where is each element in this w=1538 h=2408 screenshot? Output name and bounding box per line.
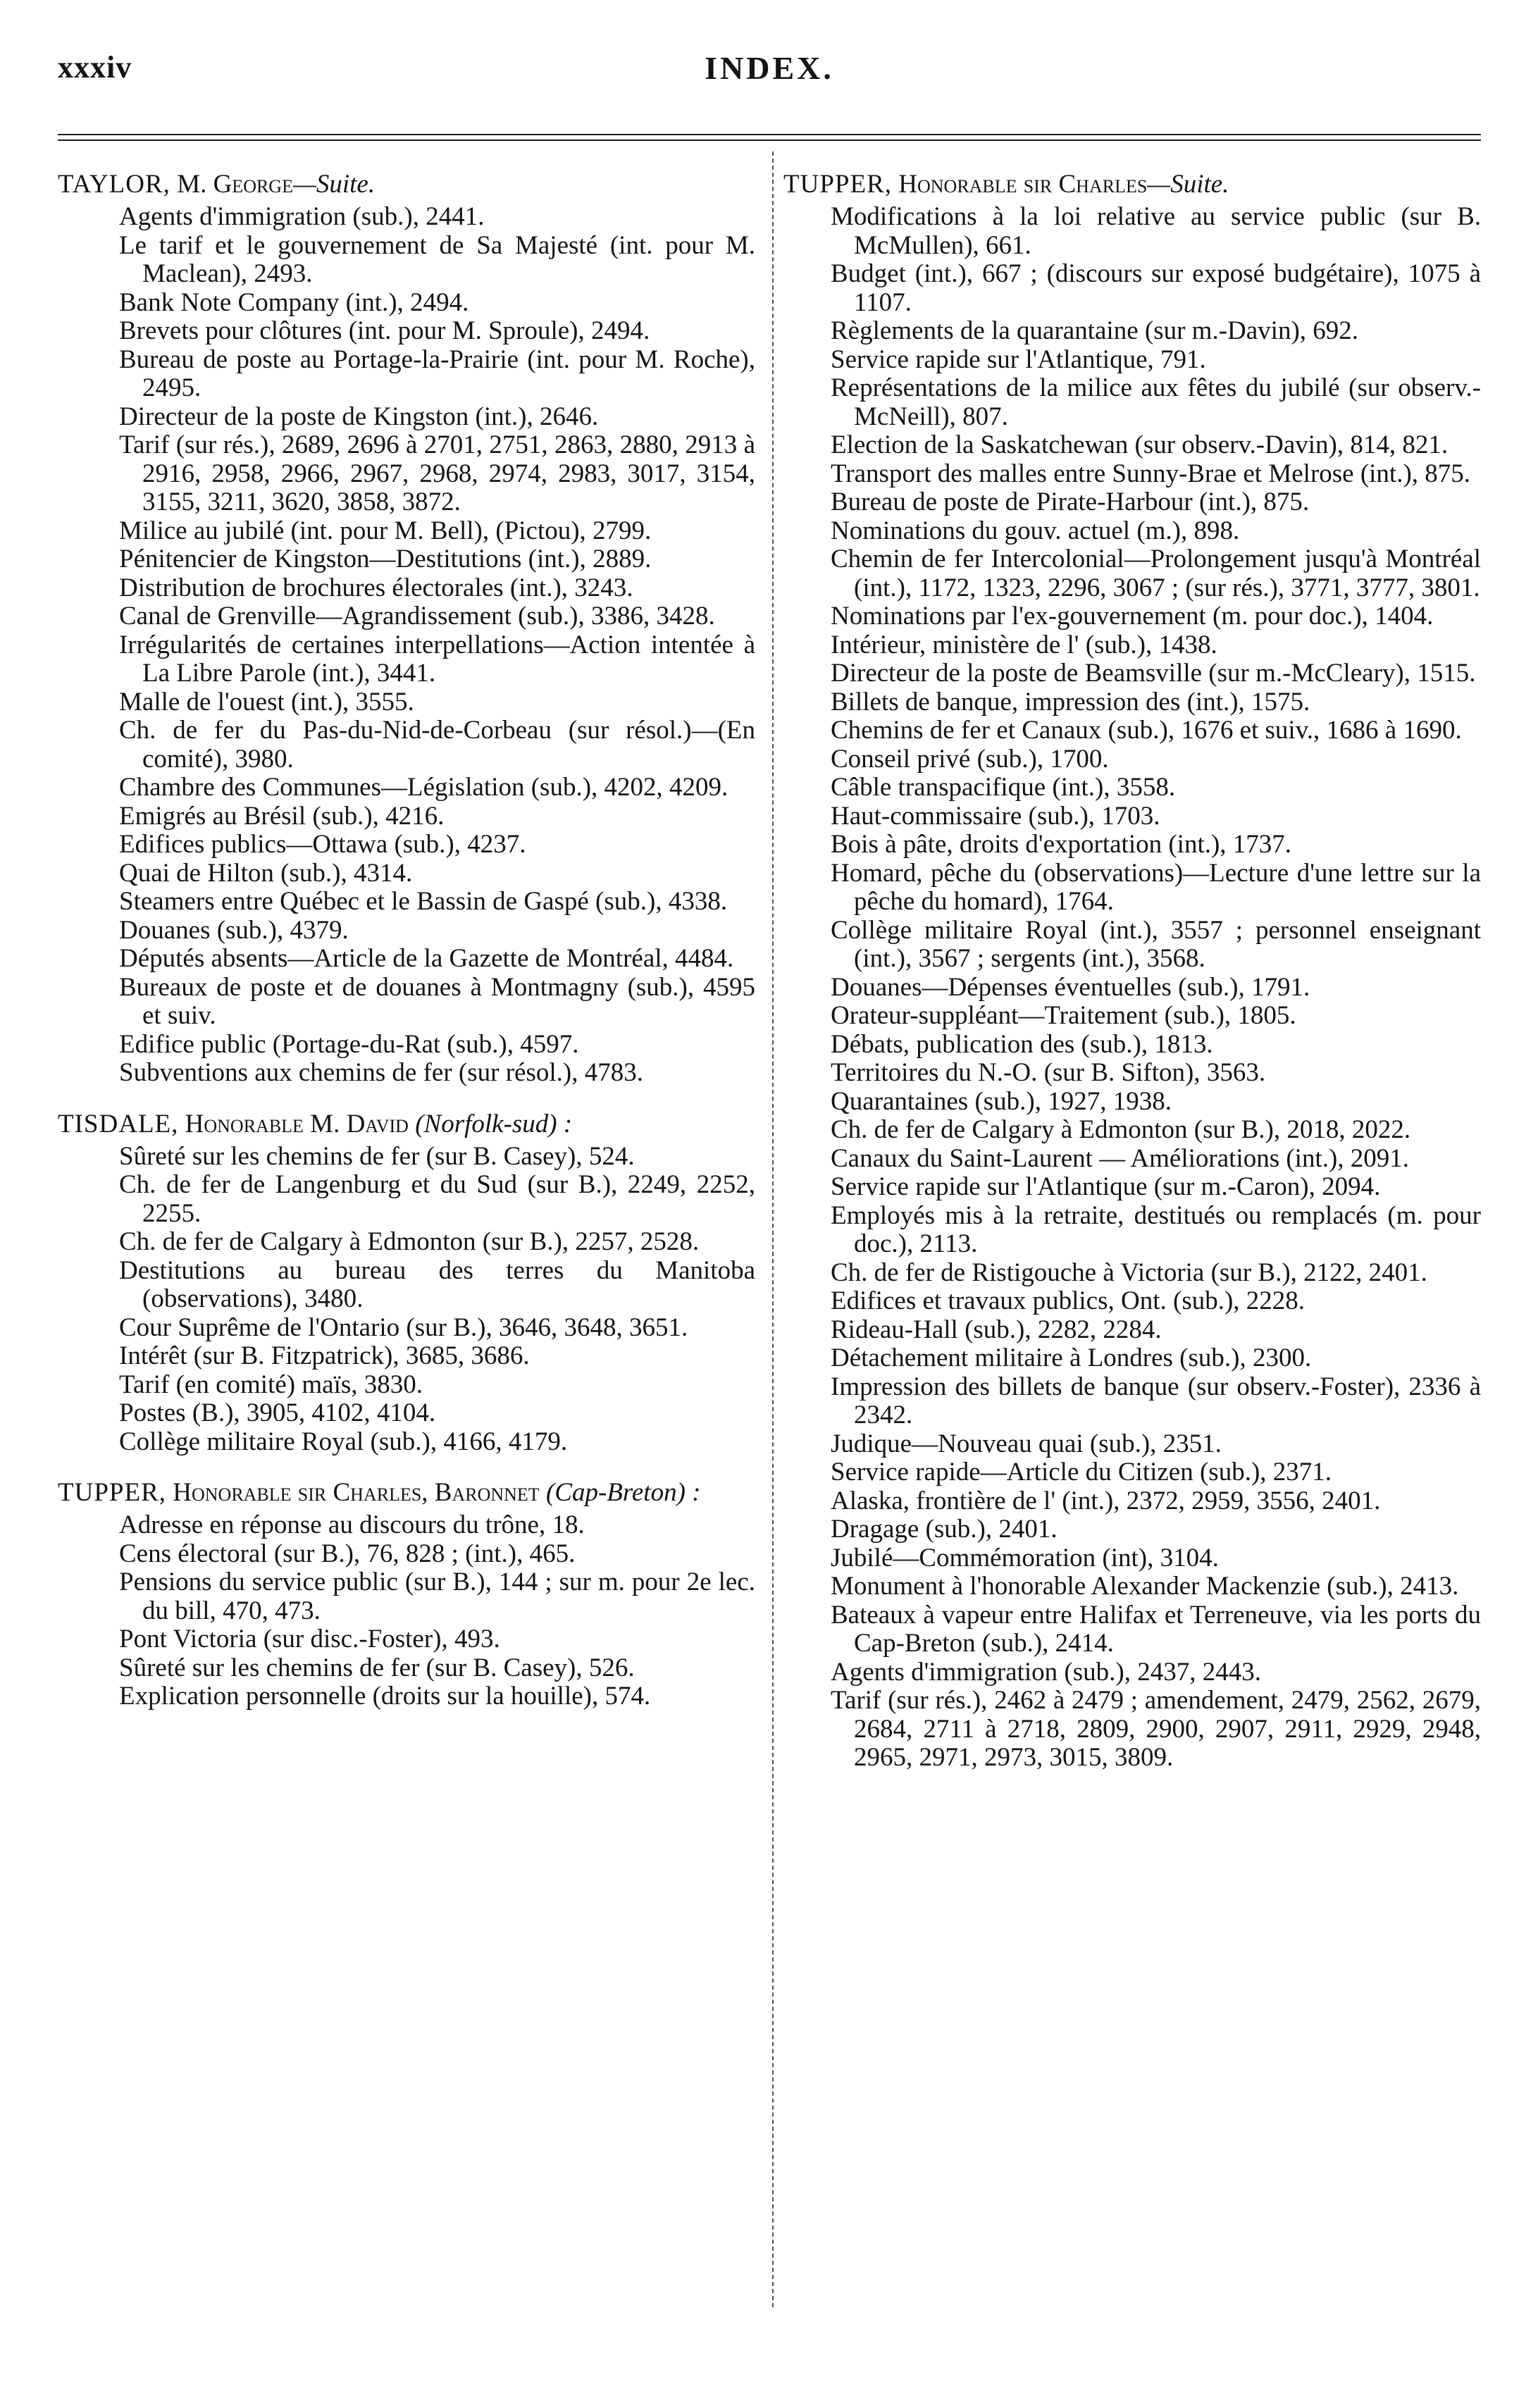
index-item: Règlements de la quarantaine (sur m.-Davin), 692. (831, 316, 1359, 345)
index-item: Collège militaire Royal (sub.), 4166, 4179. (119, 1427, 568, 1456)
index-item: Tarif (sur rés.), 2462 à 2479 ; amendement, 2479, 2562, 2679, 2684, 2711 à 2718, 2809, 2900, 2907, 2911, 2929, 2948, 2965, 2971, 2973, 3015, 3809. (831, 1686, 1481, 1772)
index-item: Edifices publics—Ottawa (sub.), 4237. (119, 830, 526, 859)
page-number: xxxiv (58, 50, 132, 85)
index-item: Quarantaines (sub.), 1927, 1938. (831, 1086, 1172, 1116)
right-column (783, 169, 1481, 1794)
index-item: Pont Victoria (sur disc.-Foster), 493. (119, 1625, 500, 1653)
index-item: Service rapide—Article du Citizen (sub.), 2371. (831, 1458, 1332, 1487)
index-item: Canaux du Saint-Laurent — Améliorations (int.), 2091. (831, 1143, 1410, 1173)
entry-surname: TAYLOR, (58, 170, 170, 199)
header-rule-top (58, 134, 1481, 135)
index-item: Transport des malles entre Sunny-Brae et Melrose (int.), 875. (831, 459, 1471, 488)
index-item: Orateur-suppléant—Traitement (sub.), 1805. (831, 1001, 1296, 1030)
page-title: INDEX. (705, 50, 834, 86)
index-item: Conseil privé (sub.), 1700. (831, 744, 1109, 774)
index-entry (783, 169, 1481, 1773)
index-item: Cour Suprême de l'Ontario (sur B.), 3646, 3648, 3651. (119, 1312, 688, 1342)
index-item: Députés absents—Article de la Gazette de Montréal, 4484. (119, 944, 734, 973)
index-item: Dragage (sub.), 2401. (831, 1515, 1058, 1544)
index-item: Malle de l'ouest (int.), 3555. (119, 687, 414, 716)
index-item: Chemin de fer Intercolonial—Prolongement jusqu'à Montréal (int.), 1172, 1323, 2296, 3067 ; (sur rés.), 3771, 3777, 3801. (831, 545, 1481, 602)
index-item: Représentations de la milice aux fêtes du jubilé (sur observ.-McNeill), 807. (831, 373, 1481, 431)
entry-suite: —Suite. (1147, 170, 1229, 199)
index-item: Pénitencier de Kingston—Destitutions (int.), 2889. (119, 545, 652, 573)
index-item: Ch. de fer de Langenburg et du Sud (sur B.), 2249, 2252, 2255. (119, 1170, 755, 1228)
entry-heading (783, 169, 1481, 200)
index-item: Agents d'immigration (sub.), 2437, 2443. (831, 1657, 1261, 1687)
entry-heading (58, 169, 755, 200)
index-item: Destitutions au bureau des terres du Manitoba (observations), 3480. (119, 1255, 755, 1313)
entry-suite: —Suite. (292, 170, 376, 199)
index-item: Agents d'immigration (sub.), 2441. (119, 202, 485, 231)
entry-surname: TUPPER, (783, 170, 893, 199)
index-item: Ch. de fer du Pas-du-Nid-de-Corbeau (sur résol.)—(En comité), 3980. (119, 716, 755, 774)
index-item: Bateaux à vapeur entre Halifax et Terreneuve, via les ports du Cap-Breton (sub.), 2414. (831, 1600, 1481, 1658)
index-item: Bureau de poste au Portage-la-Prairie (int. pour M. Roche), 2495. (119, 345, 755, 402)
index-item: Brevets pour clôtures (int. pour M. Sproule), 2494. (119, 316, 650, 345)
index-item: Emigrés au Brésil (sub.), 4216. (119, 801, 445, 831)
index-entry (58, 169, 755, 1088)
index-item: Nominations par l'ex-gouvernement (m. pour doc.), 1404. (831, 602, 1434, 631)
index-entry (58, 1477, 755, 1711)
index-item: Douanes (sub.), 4379. (119, 915, 349, 945)
index-item: Intérêt (sur B. Fitzpatrick), 3685, 3686. (119, 1341, 530, 1370)
index-item: Budget (int.), 667 ; (discours sur exposé budgétaire), 1075 à 1107. (831, 259, 1481, 317)
entry-given-name: M. George (177, 170, 293, 199)
index-item: Quai de Hilton (sub.), 4314. (119, 858, 413, 888)
index-item: Election de la Saskatchewan (sur observ.-Davin), 814, 821. (831, 430, 1449, 459)
entry-heading (58, 1477, 755, 1508)
index-item: Détachement militaire à Londres (sub.), 2300. (831, 1343, 1312, 1372)
index-item: Chambre des Communes—Législation (sub.), 4202, 4209. (119, 773, 728, 802)
header-rule-bottom (58, 139, 1481, 141)
index-item: Collège militaire Royal (int.), 3557 ; personnel enseignant (int.), 3567 ; sergents (int.), 3568. (831, 915, 1481, 973)
index-item: Rideau-Hall (sub.), 2282, 2284. (831, 1315, 1162, 1344)
index-item: Douanes—Dépenses éventuelles (sub.), 1791. (831, 972, 1310, 1002)
entry-riding: (Cap-Breton) : (545, 1478, 701, 1507)
entry-given-name: Honorable sir Charles (898, 170, 1148, 199)
index-item: Billets de banque, impression des (int.), 1575. (831, 687, 1310, 716)
index-item: Service rapide sur l'Atlantique, 791. (831, 345, 1206, 374)
index-item: Haut-commissaire (sub.), 1703. (831, 801, 1160, 831)
index-item: Irrégularités de certaines interpellations—Action intentée à La Libre Parole (int.), 3441. (119, 630, 755, 688)
index-item: Milice au jubilé (int. pour M. Bell), (Pictou), 2799. (119, 516, 652, 545)
entry-heading (58, 1109, 755, 1140)
index-item: Alaska, frontière de l' (int.), 2372, 2959, 3556, 2401. (831, 1486, 1381, 1515)
index-item: Canal de Grenville—Agrandissement (sub.), 3386, 3428. (119, 602, 715, 631)
index-item: Edifice public (Portage-du-Rat (sub.), 4597. (119, 1029, 579, 1059)
index-item: Employés mis à la retraite, destitués ou remplacés (m. pour doc.), 2113. (831, 1200, 1481, 1258)
index-item: Le tarif et le gouvernement de Sa Majesté (int. pour M. Maclean), 2493. (119, 230, 755, 288)
index-item: Judique—Nouveau quai (sub.), 2351. (831, 1429, 1222, 1458)
index-item: Explication personnelle (droits sur la houille), 574. (119, 1682, 651, 1711)
entry-riding: (Norfolk-sud) : (415, 1109, 573, 1138)
entry-surname: TISDALE, (58, 1109, 179, 1138)
entry-given-name: Honorable sir Charles, Baronnet (173, 1478, 540, 1507)
index-item: Tarif (en comité) maïs, 3830. (119, 1370, 423, 1399)
index-item: Cens électoral (sur B.), 76, 828 ; (int.), 465. (119, 1539, 576, 1568)
left-column (58, 169, 755, 1732)
index-item: Service rapide sur l'Atlantique (sur m.-Caron), 2094. (831, 1172, 1381, 1201)
index-item: Bois à pâte, droits d'exportation (int.), 1737. (831, 830, 1292, 859)
index-item: Subventions aux chemins de fer (sur résol.), 4783. (119, 1058, 643, 1087)
index-item: Sûreté sur les chemins de fer (sur B. Casey), 526. (119, 1653, 635, 1682)
index-item: Directeur de la poste de Kingston (int.), 2646. (119, 402, 599, 431)
index-item: Bank Note Company (int.), 2494. (119, 287, 469, 317)
index-item: Adresse en réponse au discours du trône, 18. (119, 1510, 585, 1539)
index-item: Directeur de la poste de Beamsville (sur m.-McCleary), 1515. (831, 659, 1476, 688)
index-item: Bureaux de poste et de douanes à Montmagny (sub.), 4595 et suiv. (119, 972, 755, 1030)
index-item: Steamers entre Québec et le Bassin de Gaspé (sub.), 4338. (119, 887, 728, 916)
column-divider (772, 151, 774, 2307)
index-item: Sûreté sur les chemins de fer (sur B. Casey), 524. (119, 1141, 635, 1171)
index-item: Postes (B.), 3905, 4102, 4104. (119, 1398, 436, 1427)
index-item: Intérieur, ministère de l' (sub.), 1438. (831, 630, 1217, 659)
index-item: Territoires du N.-O. (sur B. Sifton), 3563. (831, 1058, 1266, 1087)
index-item: Tarif (sur rés.), 2689, 2696 à 2701, 2751, 2863, 2880, 2913 à 2916, 2958, 2966, 2967, 2968, 2974, 2983, 3017, 3154, 3155, 3211, 3620, 3858, 3872. (119, 430, 755, 516)
entry-given-name: Honorable M. David (185, 1109, 409, 1138)
index-item: Impression des billets de banque (sur observ.-Foster), 2336 à 2342. (831, 1372, 1481, 1429)
index-item: Distribution de brochures électorales (int.), 3243. (119, 573, 633, 602)
index-item: Débats, publication des (sub.), 1813. (831, 1029, 1213, 1059)
page-header (58, 49, 1481, 106)
index-item: Câble transpacifique (int.), 3558. (831, 773, 1176, 802)
index-item: Modifications à la loi relative au service public (sur B. McMullen), 661. (831, 202, 1481, 260)
index-item: Chemins de fer et Canaux (sub.), 1676 et suiv., 1686 à 1690. (831, 716, 1462, 745)
index-item: Ch. de fer de Calgary à Edmonton (sur B.), 2257, 2528. (119, 1227, 700, 1256)
index-entry (58, 1109, 755, 1457)
index-item: Nominations du gouv. actuel (m.), 898. (831, 516, 1240, 545)
index-item: Homard, pêche du (observations)—Lecture d'une lettre sur la pêche du homard), 1764. (831, 858, 1481, 916)
index-item: Ch. de fer de Ristigouche à Victoria (sur B.), 2122, 2401. (831, 1258, 1427, 1287)
index-item: Bureau de poste de Pirate-Harbour (int.), 875. (831, 488, 1310, 516)
index-item: Monument à l'honorable Alexander Mackenzie (sub.), 2413. (831, 1572, 1459, 1601)
index-item: Edifices et travaux publics, Ont. (sub.), 2228. (831, 1286, 1306, 1315)
index-item: Ch. de fer de Calgary à Edmonton (sur B.), 2018, 2022. (831, 1115, 1411, 1144)
index-item: Pensions du service public (sur B.), 144 ; sur m. pour 2e lec. du bill, 470, 473. (119, 1568, 755, 1625)
index-item: Jubilé—Commémoration (int), 3104. (831, 1543, 1219, 1572)
entry-surname: TUPPER, (58, 1478, 167, 1507)
